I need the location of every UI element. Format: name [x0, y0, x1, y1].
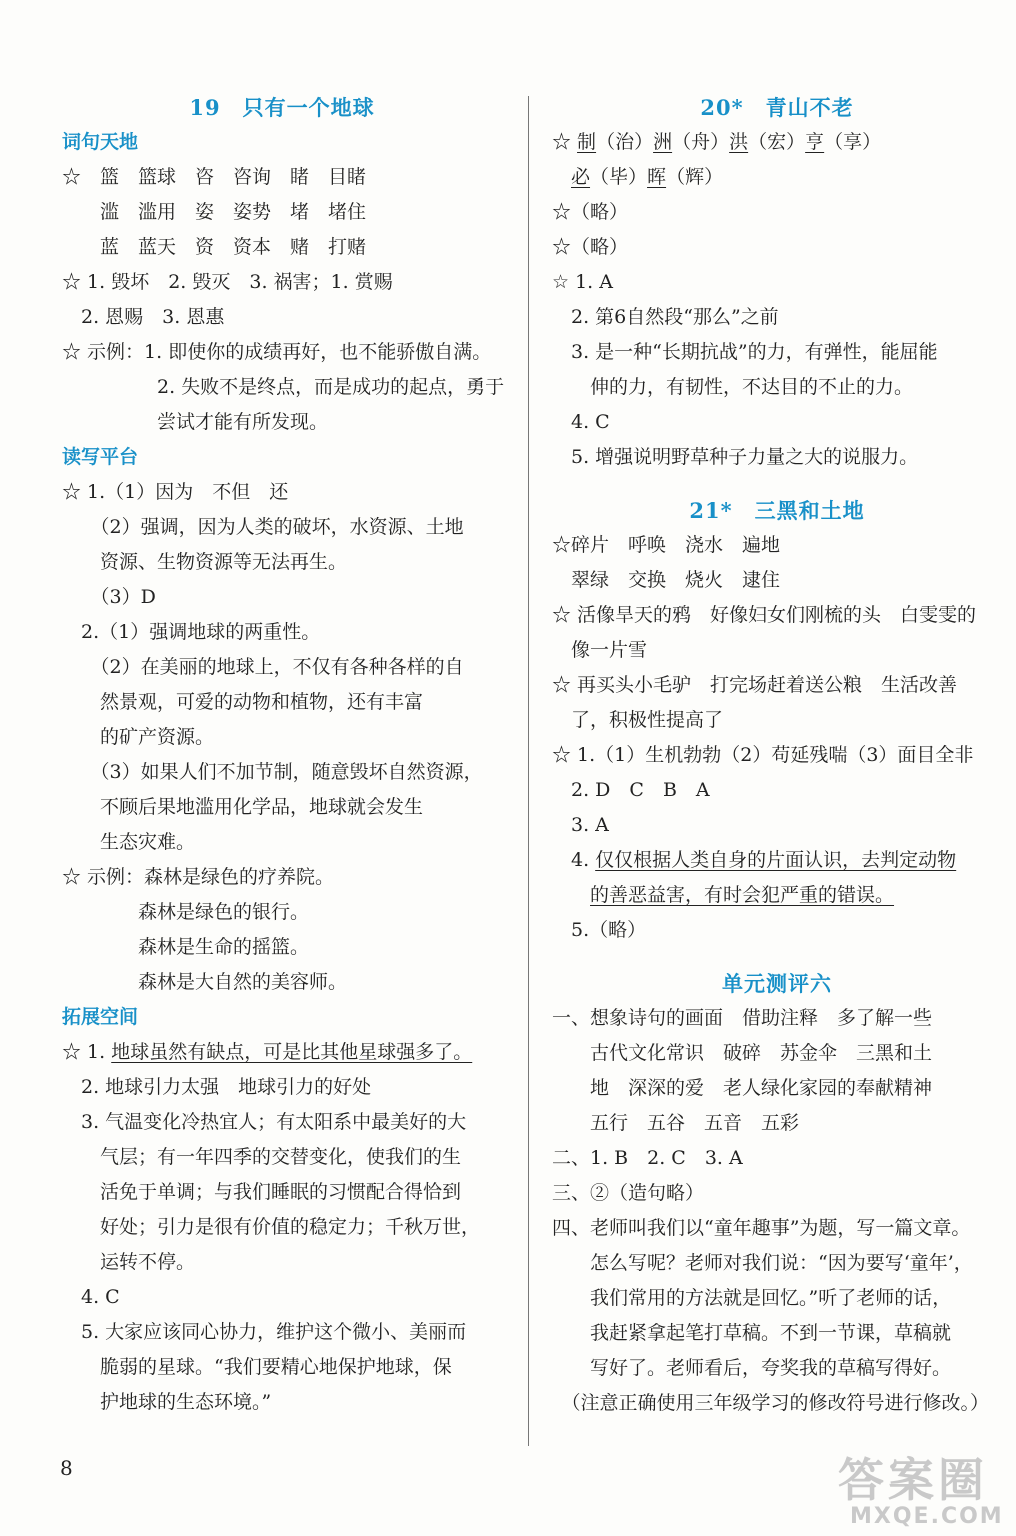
answer-line: 2. 第6自然段“那么”之前: [552, 306, 779, 328]
right-column: [552, 90, 1002, 1421]
section-du-xie-ping-tai: 读写平台: [62, 446, 139, 468]
answer-line: 怎么写呢？老师对我们说：“因为要写‘童年’，: [552, 1252, 973, 1274]
underlined-char: 亨: [805, 131, 825, 153]
answer-line: ☆ 1.（1）因为 不但 还: [62, 481, 289, 503]
answer-line: 5. 增强说明野草种子力量之大的说服力。: [552, 446, 919, 468]
answer-line: 2. D C B A: [552, 779, 710, 801]
underlined-char: 制: [577, 131, 597, 153]
answer-line: 四、老师叫我们以“童年趣事”为题，写一篇文章。: [552, 1217, 971, 1239]
indent: [552, 884, 590, 906]
answer-line: 气层；有一年四季的交替变化，使我们的生: [62, 1146, 462, 1168]
answer-line: [552, 843, 1002, 878]
underlined-char: 洲: [653, 131, 673, 153]
lesson-title-21: 21* 三黑和土地: [689, 498, 865, 523]
answer-line: 五行 五谷 五音 五彩: [552, 1112, 800, 1134]
answer-line: 3. A: [552, 814, 609, 836]
correction: （治）: [596, 131, 654, 153]
answer-line: ☆ 1.（1）生机勃勃（2）苟延残喘（3）面目全非: [552, 744, 974, 766]
answer-line: ☆ 活像旱天的鸦 好像妇女们刚梳的头 白雯雯的: [552, 604, 977, 626]
answer-line: 脆弱的星球。“我们要精心地保护地球，保: [62, 1356, 452, 1378]
answer-line: 二、1. B 2. C 3. A: [552, 1147, 743, 1169]
answer-line: 尝试才能有所发现。: [62, 411, 329, 433]
lesson-title-20: 20* 青山不老: [700, 95, 854, 120]
answer-line: ☆ 1. A: [552, 271, 613, 293]
underlined-char: 洪: [729, 131, 749, 153]
answer-line: 生态灾难。: [62, 831, 196, 853]
answer-line: 资源、生物资源等无法再生。: [62, 551, 348, 573]
answer-line: 5.（略）: [552, 919, 647, 941]
answer-line: 三、②（造句略）: [552, 1182, 705, 1204]
answer-line: 蓝 蓝天 资 资本 赌 打赌: [62, 236, 367, 258]
answer-line: 活免于单调；与我们睡眠的习惯配合得恰到: [62, 1181, 462, 1203]
answer-line: 2. 失败不是终点，而是成功的起点，勇于: [62, 376, 505, 398]
answer-line: ☆ 示例：1. 即使你的成绩再好，也不能骄傲自满。: [62, 341, 492, 363]
correction: （舟）: [672, 131, 730, 153]
answer-line: 翠绿 交换 烧火 逮住: [552, 569, 781, 591]
answer-line: 写好了。老师看后，夸奖我的草稿写得好。: [552, 1357, 952, 1379]
section-ci-ju-tian-di: 词句天地: [62, 131, 139, 153]
answer-line: [552, 878, 1002, 913]
answer-line: ☆ 1. 毁坏 2. 毁灭 3. 祸害；1. 赏赐: [62, 271, 393, 293]
answer-line: 2. 地球引力太强 地球引力的好处: [62, 1076, 372, 1098]
page-number: 8: [60, 1456, 73, 1480]
answer-line: 了，积极性提高了: [552, 709, 724, 731]
answer-line: （3）如果人们不加节制，随意毁坏自然资源，: [62, 761, 483, 783]
answer-line: 我们常用的方法就是回忆。”听了老师的话，: [552, 1287, 952, 1309]
answer-line: 2.（1）强调地球的两重性。: [62, 621, 321, 643]
answer-line: 好处；引力是很有价值的稳定力；千秋万世，: [62, 1216, 481, 1238]
answer-line: 4. C: [552, 411, 610, 433]
answer-line: 一、想象诗句的画面 借助注释 多了解一些: [552, 1007, 933, 1029]
answer-line: （2）强调，因为人类的破坏，水资源、土地: [62, 516, 464, 538]
answer-line: 我赶紧拿起笔打草稿。不到一节课，草稿就: [552, 1322, 952, 1344]
correction: （毕）: [590, 166, 648, 188]
correction: （享）: [824, 131, 882, 153]
answer-line: ☆ 再买头小毛驴 打完场赶着送公粮 生活改善: [552, 674, 958, 696]
answer-line: 护地球的生态环境。”: [62, 1391, 272, 1413]
answer-line: ☆（略）: [552, 236, 629, 258]
column-divider: [528, 96, 529, 1446]
lesson-title-19: 19 只有一个地球: [189, 95, 375, 120]
answer-line: （注意正确使用三年级学习的修改符号进行修改。）: [552, 1392, 990, 1414]
section-tuo-zhan-kong-jian: 拓展空间: [62, 1006, 139, 1028]
watermark-logo: [838, 1455, 1003, 1533]
answer-line: 运转不停。: [62, 1251, 196, 1273]
answer-line: ☆碎片 呼唤 浇水 遍地: [552, 534, 781, 556]
indent: [552, 166, 571, 188]
answer-line: 3. 是一种“长期抗战”的力，有弹性，能屈能: [552, 341, 938, 363]
answer-line: ☆ 示例：森林是绿色的疗养院。: [62, 866, 335, 888]
answer-line: 2. 恩赐 3. 恩惠: [62, 306, 225, 328]
answer-line: 3. 气温变化冷热宜人；有太阳系中最美好的大: [62, 1111, 467, 1133]
correction: （宏）: [748, 131, 806, 153]
answer-line: 然景观，可爱的动物和植物，还有丰富: [62, 691, 424, 713]
star-marker: ☆: [552, 131, 578, 153]
underlined-char: 必: [571, 166, 591, 188]
watermark-text: 答案圈: [838, 1453, 988, 1507]
underlined-answer: 的善恶益害，有时会犯严重的错误。: [590, 884, 895, 906]
answer-line: （2）在美丽的地球上，不仅有各种各样的自: [62, 656, 464, 678]
answer-line: [552, 125, 1002, 160]
underlined-answer: 地球虽然有缺点，可是比其他星球强多了。: [111, 1041, 473, 1063]
answer-line: 4. C: [62, 1286, 120, 1308]
answer-line: 森林是生命的摇篮。: [62, 936, 310, 958]
answer-line: 5. 大家应该同心协力，维护这个微小、美丽而: [62, 1321, 467, 1343]
correction: （辉）: [666, 166, 724, 188]
answer-line: 不顾后果地滥用化学品，地球就会发生: [62, 796, 424, 818]
item-number: 4.: [552, 849, 596, 871]
answer-line: 古代文化常识 破碎 苏金伞 三黑和土: [552, 1042, 933, 1064]
answer-line: 伸的力，有韧性，不达目的不止的力。: [552, 376, 914, 398]
answer-line: 森林是绿色的银行。: [62, 901, 310, 923]
answer-line: 像一片雪: [552, 639, 648, 661]
answer-line: 的矿产资源。: [62, 726, 215, 748]
underlined-char: 晖: [647, 166, 667, 188]
left-column: [62, 90, 505, 1420]
answer-line: 森林是大自然的美容师。: [62, 971, 348, 993]
answer-line: （3）D: [62, 586, 156, 608]
underlined-answer: 仅仅根据人类自身的片面认识，去判定动物: [595, 849, 957, 871]
unit-test-title: 单元测评六: [722, 971, 832, 996]
answer-line: [552, 160, 1002, 195]
answer-line: 滥 滥用 姿 姿势 堵 堵住: [62, 201, 367, 223]
answer-line: 地 深深的爱 老人绿化家园的奉献精神: [552, 1077, 933, 1099]
answer-line: [62, 1035, 502, 1070]
watermark-url: MXQE.COM: [850, 1504, 1004, 1529]
item-number: ☆ 1.: [62, 1041, 112, 1063]
answer-line: ☆（略）: [552, 201, 629, 223]
answer-line: ☆ 篮 篮球 咨 咨询 睹 目睹: [62, 166, 367, 188]
